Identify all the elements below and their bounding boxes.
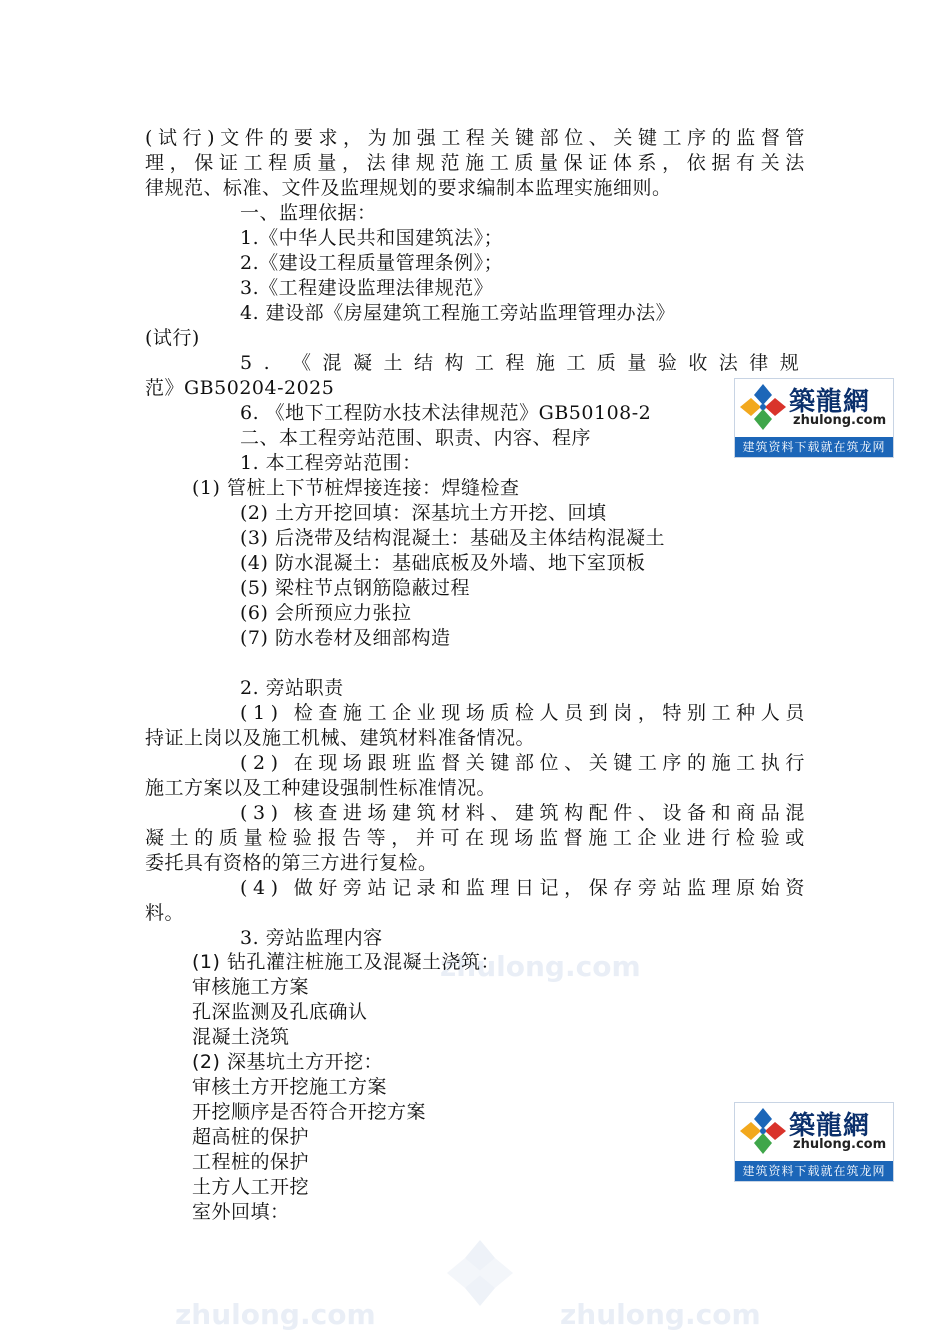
zhulong-logo — [734, 1102, 894, 1182]
list-item: (1) 钻孔灌注桩施工及混凝土浇筑： — [192, 951, 500, 973]
paragraph-line: ( 4 ) 做 好 旁 站 记 录 和 监 理 日 记 ， 保 存 旁 站 监 理 原 始 资 — [240, 877, 805, 899]
logo-name: 築龍網 — [789, 387, 871, 417]
list-item: 土方人工开挖 — [192, 1176, 310, 1198]
list-item: (5) 梁柱节点钢筋隐蔽过程 — [240, 577, 470, 599]
section-heading: 二、本工程旁站范围、职责、内容、程序 — [240, 427, 592, 449]
zhulong-logo — [734, 378, 894, 458]
logo-name: 築龍網 — [789, 1111, 871, 1141]
logo-domain: zhulong.com — [793, 1137, 887, 1152]
list-item: 6. 《地下工程防水技术法律规范》GB50108-2 — [240, 402, 652, 424]
list-item: 孔深监测及孔底确认 — [192, 1001, 368, 1023]
list-item: (4) 防水混凝土：基础底板及外墙、地下室顶板 — [240, 552, 646, 574]
subsection-heading: 1. 本工程旁站范围： — [240, 452, 422, 474]
watermark-text: zhulong.com — [560, 1298, 761, 1331]
watermark-text: zhulong.com — [175, 1298, 376, 1331]
list-item: (2) 深基坑土方开挖： — [192, 1051, 383, 1073]
paragraph-line: ( 3 ) 核 查 进 场 建 筑 材 料 、 建 筑 构 配 件 、 设 备 和 商 品 混 — [240, 802, 805, 824]
paragraph-line: 持证上岗以及施工机械、建筑材料准备情况。 — [145, 727, 536, 749]
list-item: 开挖顺序是否符合开挖方案 — [192, 1101, 427, 1123]
paragraph-line: 施工方案以及工种建设强制性标准情况。 — [145, 777, 497, 799]
list-item: 工程桩的保护 — [192, 1151, 310, 1173]
list-item: (3) 后浇带及结构混凝土：基础及主体结构混凝土 — [240, 527, 665, 549]
list-item: 超高桩的保护 — [192, 1126, 310, 1148]
logo-domain: zhulong.com — [793, 413, 887, 428]
paragraph-line: 凝 土 的 质 量 检 验 报 告 等 ， 并 可 在 现 场 监 督 施 工 企 业 进 行 检 验 或 — [145, 827, 805, 849]
watermark-logo-icon — [445, 1238, 515, 1308]
subsection-heading: 3. 旁站监理内容 — [240, 927, 383, 949]
logo-slogan: 建筑资料下载就在筑龙网 — [735, 437, 893, 457]
list-item: (6) 会所预应力张拉 — [240, 602, 412, 624]
list-item: 5 . 《 混 凝 土 结 构 工 程 施 工 质 量 验 收 法 律 规 — [240, 352, 805, 374]
list-item: 1.《中华人民共和国建筑法》； — [240, 227, 504, 249]
list-item: (2) 土方开挖回填：深基坑土方开挖、回填 — [240, 502, 607, 524]
paragraph-line: ( 2 ) 在 现 场 跟 班 监 督 关 键 部 位 、 关 键 工 序 的 施 工 执 行 — [240, 752, 805, 774]
zhulong-diamond-icon — [739, 1107, 787, 1155]
paragraph-line: ( 试 行 ) 文 件 的 要 求 ， 为 加 强 工 程 关 键 部 位 、 关 键 工 序 的 监 督 管 — [145, 127, 805, 149]
list-item: 混凝土浇筑 — [192, 1026, 290, 1048]
list-item-continuation: (试行) — [145, 327, 200, 349]
list-item: 室外回填： — [192, 1201, 290, 1223]
section-heading: 一、监理依据： — [240, 202, 377, 224]
paragraph-line: 律规范、标准、文件及监理规划的要求编制本监理实施细则。 — [145, 177, 672, 199]
paragraph-line: 理 ， 保 证 工 程 质 量 ， 法 律 规 范 施 工 质 量 保 证 体 系 ， 依 据 有 关 法 — [145, 152, 805, 174]
list-item: (7) 防水卷材及细部构造 — [240, 627, 451, 649]
paragraph-line: 委托具有资格的第三方进行复检。 — [145, 852, 438, 874]
watermark-text: zhulong.com — [440, 950, 641, 983]
list-item: 审核土方开挖施工方案 — [192, 1076, 388, 1098]
list-item: 2.《建设工程质量管理条例》； — [240, 252, 504, 274]
list-item: (1) 管桩上下节桩焊接连接：焊缝检查 — [192, 477, 520, 499]
paragraph-line: ( 1 ) 检 查 施 工 企 业 现 场 质 检 人 员 到 岗 ， 特 别 工 种 人 员 — [240, 702, 805, 724]
logo-slogan: 建筑资料下载就在筑龙网 — [735, 1161, 893, 1181]
list-item: 4. 建设部《房屋建筑工程施工旁站监理管理办法》 — [240, 302, 676, 324]
list-item: 审核施工方案 — [192, 976, 310, 998]
subsection-heading: 2. 旁站职责 — [240, 677, 344, 699]
zhulong-diamond-icon — [739, 383, 787, 431]
list-item: 3.《工程建设监理法律规范》 — [240, 277, 494, 299]
paragraph-line: 料。 — [145, 902, 185, 924]
list-item-continuation: 范》GB50204-2025 — [145, 377, 335, 399]
